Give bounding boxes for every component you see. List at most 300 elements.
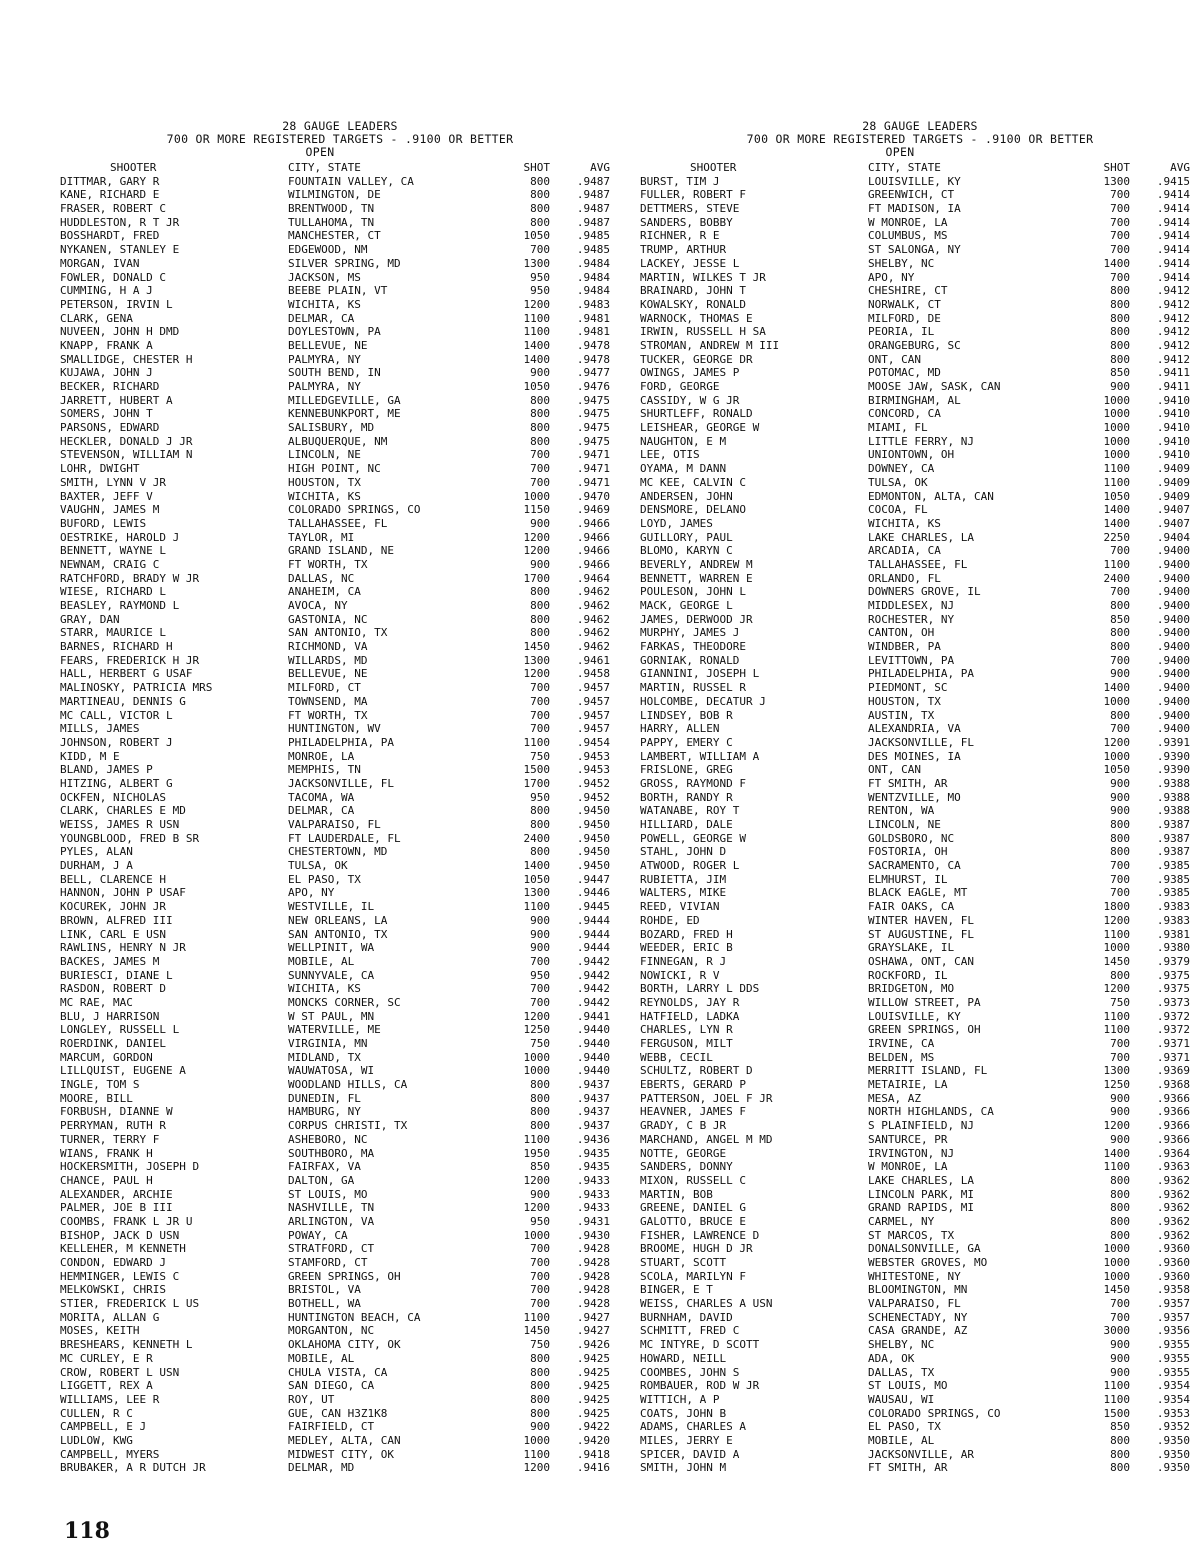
shooter-name: GRADY, C B JR [640, 1119, 727, 1133]
shot-count: 900 [1110, 776, 1130, 790]
shot-count: 900 [530, 366, 550, 380]
average: .9487 [576, 215, 610, 229]
shot-count: 800 [530, 174, 550, 188]
shot-count: 800 [1110, 1228, 1130, 1242]
city-state: WILLARDS, MD [288, 653, 368, 667]
shooter-name: CHANCE, PAUL H [60, 1173, 153, 1187]
shot-count: 1100 [523, 1132, 550, 1146]
shot-count: 1000 [1103, 393, 1130, 407]
city-state: PIEDMONT, SC [868, 681, 948, 695]
table-row [640, 1023, 1200, 1037]
city-state: ST MARCOS, TX [868, 1228, 955, 1242]
table-row [60, 654, 620, 668]
shooter-name: BLAND, JAMES P [60, 763, 153, 777]
shooter-name: BRESHEARS, KENNETH L [60, 1338, 193, 1352]
average: .9355 [1156, 1351, 1190, 1365]
city-state: BRISTOL, VA [288, 1283, 361, 1297]
shot-count: 2250 [1103, 530, 1130, 544]
shooter-name: FRISLONE, GREG [640, 763, 733, 777]
shooter-name: KNAPP, FRANK A [60, 338, 153, 352]
average: .9427 [576, 1310, 610, 1324]
city-state: COCOA, FL [868, 503, 928, 517]
city-state: DALTON, GA [288, 1173, 355, 1187]
table-row [640, 229, 1200, 243]
table-row [640, 1119, 1200, 1133]
table-row [640, 1215, 1200, 1229]
shooter-name: TURNER, TERRY F [60, 1132, 160, 1146]
shooter-name: TRUMP, ARTHUR [640, 243, 727, 257]
shot-count: 900 [530, 1420, 550, 1434]
average: .9400 [1156, 681, 1190, 695]
table-row [640, 1338, 1200, 1352]
average: .9462 [576, 640, 610, 654]
average: .9381 [1156, 927, 1190, 941]
city-state: W ST PAUL, MN [288, 1009, 375, 1023]
shooter-name: NOTTE, GEORGE [640, 1146, 727, 1160]
city-state: PEORIA, IL [868, 325, 935, 339]
table-row [640, 490, 1200, 504]
average: .9466 [576, 530, 610, 544]
shot-count: 750 [1110, 995, 1130, 1009]
city-state: WELLPINIT, WA [288, 941, 375, 955]
shot-count: 900 [1110, 1365, 1130, 1379]
shooter-name: RICHNER, R E [640, 229, 720, 243]
average: .9387 [1156, 818, 1190, 831]
average: .9450 [576, 845, 610, 859]
shot-count: 800 [530, 599, 550, 612]
city-state: EL PASO, TX [288, 872, 361, 886]
shooter-name: FOWLER, DONALD C [60, 270, 166, 284]
shot-count: 850 [530, 1160, 550, 1174]
shooter-name: STUART, SCOTT [640, 1256, 727, 1269]
shot-count: 800 [1110, 968, 1130, 982]
shooter-name: MORITA, ALLAN G [60, 1310, 160, 1324]
table-row [60, 284, 620, 298]
shooter-name: FULLER, ROBERT F [640, 188, 746, 202]
average: .9372 [1156, 1023, 1190, 1037]
shot-count: 750 [530, 1338, 550, 1352]
table-row [640, 1133, 1200, 1147]
shooter-name: RASDON, ROBERT D [60, 982, 166, 996]
shooter-name: COATS, JOHN B [640, 1406, 727, 1420]
table-row [640, 1010, 1200, 1024]
city-state: WICHITA, KS [288, 297, 361, 311]
average: .9385 [1156, 872, 1190, 886]
average: .9356 [1156, 1324, 1190, 1338]
shot-count: 1000 [523, 1064, 550, 1078]
city-state: DOWNERS GROVE, IL [868, 585, 981, 599]
shooter-name: ADAMS, CHARLES A [640, 1420, 746, 1434]
shot-count: 700 [530, 462, 550, 476]
shooter-name: TUCKER, GEORGE DR [640, 352, 753, 366]
average: .9407 [1156, 503, 1190, 517]
city-state: DELMAR, CA [288, 804, 355, 818]
city-state: MILLEDGEVILLE, GA [288, 393, 401, 407]
shooter-name: NUVEEN, JOHN H DMD [60, 325, 180, 339]
shooter-name: CAMPBELL, E J [60, 1420, 147, 1434]
city-state: BLOOMINGTON, MN [868, 1283, 968, 1297]
table-row [640, 1270, 1200, 1284]
average: .9358 [1156, 1283, 1190, 1297]
city-state: SOUTH BEND, IN [288, 366, 381, 380]
average: .9355 [1156, 1365, 1190, 1379]
table-row [60, 572, 620, 586]
column-headers [640, 161, 1200, 175]
table-row [640, 750, 1200, 764]
shot-count: 1400 [523, 338, 550, 352]
table-row [640, 709, 1200, 723]
shot-count: 1200 [523, 1201, 550, 1215]
shot-count: 1400 [523, 352, 550, 366]
shooter-name: FINNEGAN, R J [640, 954, 727, 968]
shot-count: 800 [1110, 708, 1130, 722]
table-row [60, 1092, 620, 1106]
table-row [640, 818, 1200, 832]
table-row [60, 1229, 620, 1243]
shooter-name: YOUNGBLOOD, FRED B SR [60, 831, 200, 845]
table-row [640, 640, 1200, 654]
shooter-name: BENNETT, WAYNE L [60, 544, 166, 558]
city-state: MILFORD, CT [288, 681, 361, 695]
shooter-name: PERRYMAN, RUTH R [60, 1119, 166, 1133]
city-state: DELMAR, CA [288, 311, 355, 325]
shooter-name: HALL, HERBERT G USAF [60, 667, 193, 681]
shooter-name: BRUBAKER, A R DUTCH JR [60, 1461, 206, 1475]
city-state: ROCHESTER, NY [868, 612, 955, 626]
shooter-name: DURHAM, J A [60, 859, 133, 873]
city-state: LAKE CHARLES, LA [868, 530, 974, 544]
city-state: AVOCA, NY [288, 599, 348, 612]
table-row [60, 613, 620, 627]
average: .9409 [1156, 489, 1190, 503]
shot-count: 1000 [1103, 407, 1130, 421]
shot-count: 800 [530, 1091, 550, 1105]
shot-count: 800 [1110, 599, 1130, 612]
table-row [640, 1147, 1200, 1161]
city-state: BEEBE PLAIN, VT [288, 284, 388, 298]
city-state: CASA GRANDE, AZ [868, 1324, 968, 1338]
city-state: TOWNSEND, MA [288, 694, 368, 708]
shooter-name: PAPPY, EMERY C [640, 735, 733, 749]
table-row [640, 955, 1200, 969]
average: .9415 [1156, 174, 1190, 188]
city-state: SOUTHBORO, MA [288, 1146, 375, 1160]
shot-count: 1500 [1103, 1406, 1130, 1420]
shooter-name: BROOME, HUGH D JR [640, 1242, 753, 1256]
shot-count: 1100 [523, 1447, 550, 1461]
table-row [640, 873, 1200, 887]
average: .9404 [1156, 530, 1190, 544]
shooter-name: SHURTLEFF, RONALD [640, 407, 753, 421]
shot-count: 800 [1110, 1173, 1130, 1187]
shooter-name: ROMBAUER, ROD W JR [640, 1379, 760, 1393]
table-row [60, 271, 620, 285]
table-row [60, 1064, 620, 1078]
table-row [640, 339, 1200, 353]
shot-count: 800 [1110, 831, 1130, 845]
city-state: CARMEL, NY [868, 1214, 935, 1228]
city-state: CHESHIRE, CT [868, 284, 948, 298]
city-state: GREEN SPRINGS, OH [868, 1023, 981, 1037]
table-row [60, 1393, 620, 1407]
table-row [60, 969, 620, 983]
city-state: FT WORTH, TX [288, 557, 368, 571]
table-row [60, 298, 620, 312]
average: .9414 [1156, 202, 1190, 216]
table-row [60, 695, 620, 709]
table-row [60, 339, 620, 353]
table-row [640, 886, 1200, 900]
shot-count: 1200 [1103, 1119, 1130, 1133]
city-state: FT SMITH, AR [868, 1461, 948, 1475]
average: .9453 [576, 763, 610, 777]
table-row [60, 1188, 620, 1202]
shooter-name: HECKLER, DONALD J JR [60, 434, 193, 448]
average: .9400 [1156, 599, 1190, 612]
city-state: NEW ORLEANS, LA [288, 913, 388, 927]
shot-count: 1000 [523, 1433, 550, 1447]
city-state: SAN ANTONIO, TX [288, 626, 388, 640]
shooter-name: JARRETT, HUBERT A [60, 393, 173, 407]
shot-count: 700 [1110, 1297, 1130, 1311]
table-row [60, 722, 620, 736]
table-row [60, 353, 620, 367]
city-state: FT WORTH, TX [288, 708, 368, 722]
average: .9454 [576, 735, 610, 749]
shooter-name: SMALLIDGE, CHESTER H [60, 352, 193, 366]
table-row [60, 640, 620, 654]
average: .9366 [1156, 1119, 1190, 1133]
shooter-name: BACKES, JAMES M [60, 954, 160, 968]
table-row [640, 407, 1200, 421]
table-row [60, 407, 620, 421]
shooter-name: OYAMA, M DANN [640, 462, 727, 476]
shooter-name: CROW, ROBERT L USN [60, 1365, 180, 1379]
city-state: WOODLAND HILLS, CA [288, 1078, 408, 1092]
average: .9462 [576, 599, 610, 612]
shot-count: 1200 [523, 1461, 550, 1475]
average: .9450 [576, 818, 610, 831]
shooter-name: MARTIN, RUSSEL R [640, 681, 746, 695]
table-row [60, 1324, 620, 1338]
shot-count: 1000 [1103, 421, 1130, 435]
shooter-header: SHOOTER [110, 161, 157, 174]
shooter-name: SMITH, JOHN M [640, 1461, 727, 1475]
shooter-name: HANNON, JOHN P USAF [60, 886, 186, 900]
table-row [60, 804, 620, 818]
city-state: MANCHESTER, CT [288, 229, 381, 243]
shot-count: 800 [530, 626, 550, 640]
shooter-name: MC INTYRE, D SCOTT [640, 1338, 760, 1352]
average: .9428 [576, 1297, 610, 1311]
city-state: NORTH HIGHLANDS, CA [868, 1105, 994, 1119]
city-state: DELMAR, MD [288, 1461, 355, 1475]
shooter-name: POWELL, GEORGE W [640, 831, 746, 845]
city-state: MEMPHIS, TN [288, 763, 361, 777]
average: .9355 [1156, 1338, 1190, 1352]
table-row [640, 1311, 1200, 1325]
shot-count: 1100 [1103, 462, 1130, 476]
shot-header: SHOT [523, 161, 550, 174]
average: .9362 [1156, 1214, 1190, 1228]
shot-count: 1300 [523, 256, 550, 270]
shot-count: 700 [1110, 722, 1130, 736]
average: .9452 [576, 790, 610, 804]
average: .9466 [576, 557, 610, 571]
average: .9411 [1156, 366, 1190, 380]
average: .9412 [1156, 352, 1190, 366]
shot-count: 1100 [1103, 1160, 1130, 1174]
city-state: HOUSTON, TX [868, 694, 941, 708]
shot-count: 800 [530, 804, 550, 818]
shot-count: 800 [1110, 1447, 1130, 1461]
table-row [640, 1283, 1200, 1297]
shot-count: 1300 [1103, 1064, 1130, 1078]
shooter-name: MARCHAND, ANGEL M MD [640, 1132, 773, 1146]
table-row [640, 202, 1200, 216]
average: .9478 [576, 352, 610, 366]
shooter-name: MARTIN, BOB [640, 1187, 713, 1201]
city-header: CITY, STATE [288, 161, 361, 174]
shooter-name: WALTERS, MIKE [640, 886, 727, 900]
average: .9426 [576, 1338, 610, 1352]
average: .9410 [1156, 407, 1190, 421]
average: .9428 [576, 1256, 610, 1269]
city-state: DALLAS, TX [868, 1365, 935, 1379]
shooter-name: BARNES, RICHARD H [60, 640, 173, 654]
column-headers [60, 161, 620, 175]
shooter-name: SCHULTZ, ROBERT D [640, 1064, 753, 1078]
shot-count: 800 [530, 1105, 550, 1119]
table-row [60, 599, 620, 613]
city-state: GRAYSLAKE, IL [868, 941, 955, 955]
city-state: VALPARAISO, FL [868, 1297, 961, 1311]
average: .9484 [576, 256, 610, 270]
shot-count: 800 [1110, 297, 1130, 311]
average: .9475 [576, 407, 610, 421]
shot-count: 700 [1110, 1310, 1130, 1324]
city-state: JACKSONVILLE, AR [868, 1447, 974, 1461]
shooter-name: MC CALL, VICTOR L [60, 708, 173, 722]
average: .9357 [1156, 1310, 1190, 1324]
city-state: TACOMA, WA [288, 790, 355, 804]
left-rows [60, 175, 620, 1475]
shooter-name: BURIESCI, DIANE L [60, 968, 173, 982]
city-state: COLORADO SPRINGS, CO [288, 503, 421, 517]
average: .9462 [576, 612, 610, 626]
shooter-name: LONGLEY, RUSSELL L [60, 1023, 180, 1037]
city-state: OKLAHOMA CITY, OK [288, 1338, 401, 1352]
table-row [60, 791, 620, 805]
shooter-name: FORBUSH, DIANNE W [60, 1105, 173, 1119]
table-row [640, 859, 1200, 873]
shooter-name: BORTH, RANDY R [640, 790, 733, 804]
table-row [60, 1366, 620, 1380]
average: .9412 [1156, 338, 1190, 352]
shooter-name: OESTRIKE, HAROLD J [60, 530, 180, 544]
city-state: LINCOLN, NE [868, 818, 941, 831]
table-row [60, 517, 620, 531]
table-row [640, 325, 1200, 339]
average: .9458 [576, 667, 610, 681]
city-header: CITY, STATE [868, 161, 941, 174]
average: .9464 [576, 571, 610, 585]
average: .9409 [1156, 462, 1190, 476]
shooter-name: EBERTS, GERARD P [640, 1078, 746, 1092]
city-state: WILMINGTON, DE [288, 188, 381, 202]
shot-count: 1000 [1103, 1269, 1130, 1283]
shot-count: 1300 [523, 653, 550, 667]
shot-count: 1800 [1103, 900, 1130, 914]
shooter-name: BURST, TIM J [640, 174, 720, 188]
table-row [60, 736, 620, 750]
shooter-name: BEVERLY, ANDREW M [640, 557, 753, 571]
city-state: TALLAHASSEE, FL [288, 516, 388, 530]
table-row [60, 1283, 620, 1297]
table-row [60, 928, 620, 942]
table-row [640, 188, 1200, 202]
shot-count: 700 [1110, 243, 1130, 257]
average: .9446 [576, 886, 610, 900]
average: .9388 [1156, 804, 1190, 818]
shooter-name: RUBIETTA, JIM [640, 872, 727, 886]
city-state: CHESTERTOWN, MD [288, 845, 388, 859]
shooter-name: MACK, GEORGE L [640, 599, 733, 612]
table-row [60, 1448, 620, 1462]
shooter-name: MOSES, KEITH [60, 1324, 140, 1338]
average: .9371 [1156, 1050, 1190, 1064]
shooter-name: ATWOOD, ROGER L [640, 859, 740, 873]
shooter-name: SPICER, DAVID A [640, 1447, 740, 1461]
average: .9484 [576, 284, 610, 298]
city-state: MIDDLESEX, NJ [868, 599, 955, 612]
shooter-name: STAHL, JOHN D [640, 845, 727, 859]
shot-count: 1100 [1103, 557, 1130, 571]
shooter-name: BLU, J HARRISON [60, 1009, 160, 1023]
shot-count: 1100 [523, 311, 550, 325]
table-row [60, 1160, 620, 1174]
city-state: DALLAS, NC [288, 571, 355, 585]
average: .9411 [1156, 380, 1190, 393]
average: .9388 [1156, 790, 1190, 804]
city-state: PALMYRA, NY [288, 380, 361, 393]
city-state: TAYLOR, MI [288, 530, 355, 544]
city-state: BLACK EAGLE, MT [868, 886, 968, 900]
average: .9457 [576, 681, 610, 695]
table-row [640, 298, 1200, 312]
table-row [640, 421, 1200, 435]
city-state: GREENWICH, CT [868, 188, 955, 202]
shot-count: 800 [530, 1119, 550, 1133]
average: .9400 [1156, 544, 1190, 558]
shooter-name: LOHR, DWIGHT [60, 462, 140, 476]
left-column [60, 120, 620, 1475]
city-state: ST SALONGA, NY [868, 243, 961, 257]
city-state: GUE, CAN H3Z1K8 [288, 1406, 388, 1420]
table-row [60, 763, 620, 777]
table-row [640, 1366, 1200, 1380]
shot-count: 700 [1110, 872, 1130, 886]
average: .9422 [576, 1420, 610, 1434]
shooter-name: CHARLES, LYN R [640, 1023, 733, 1037]
city-state: COLORADO SPRINGS, CO [868, 1406, 1001, 1420]
shot-count: 800 [1110, 325, 1130, 339]
average: .9400 [1156, 571, 1190, 585]
header-subtitle: 700 OR MORE REGISTERED TARGETS - .9100 OR BETTER [746, 132, 1094, 146]
average: .9470 [576, 489, 610, 503]
city-state: MILFORD, DE [868, 311, 941, 325]
shooter-name: GROSS, RAYMOND F [640, 776, 746, 790]
